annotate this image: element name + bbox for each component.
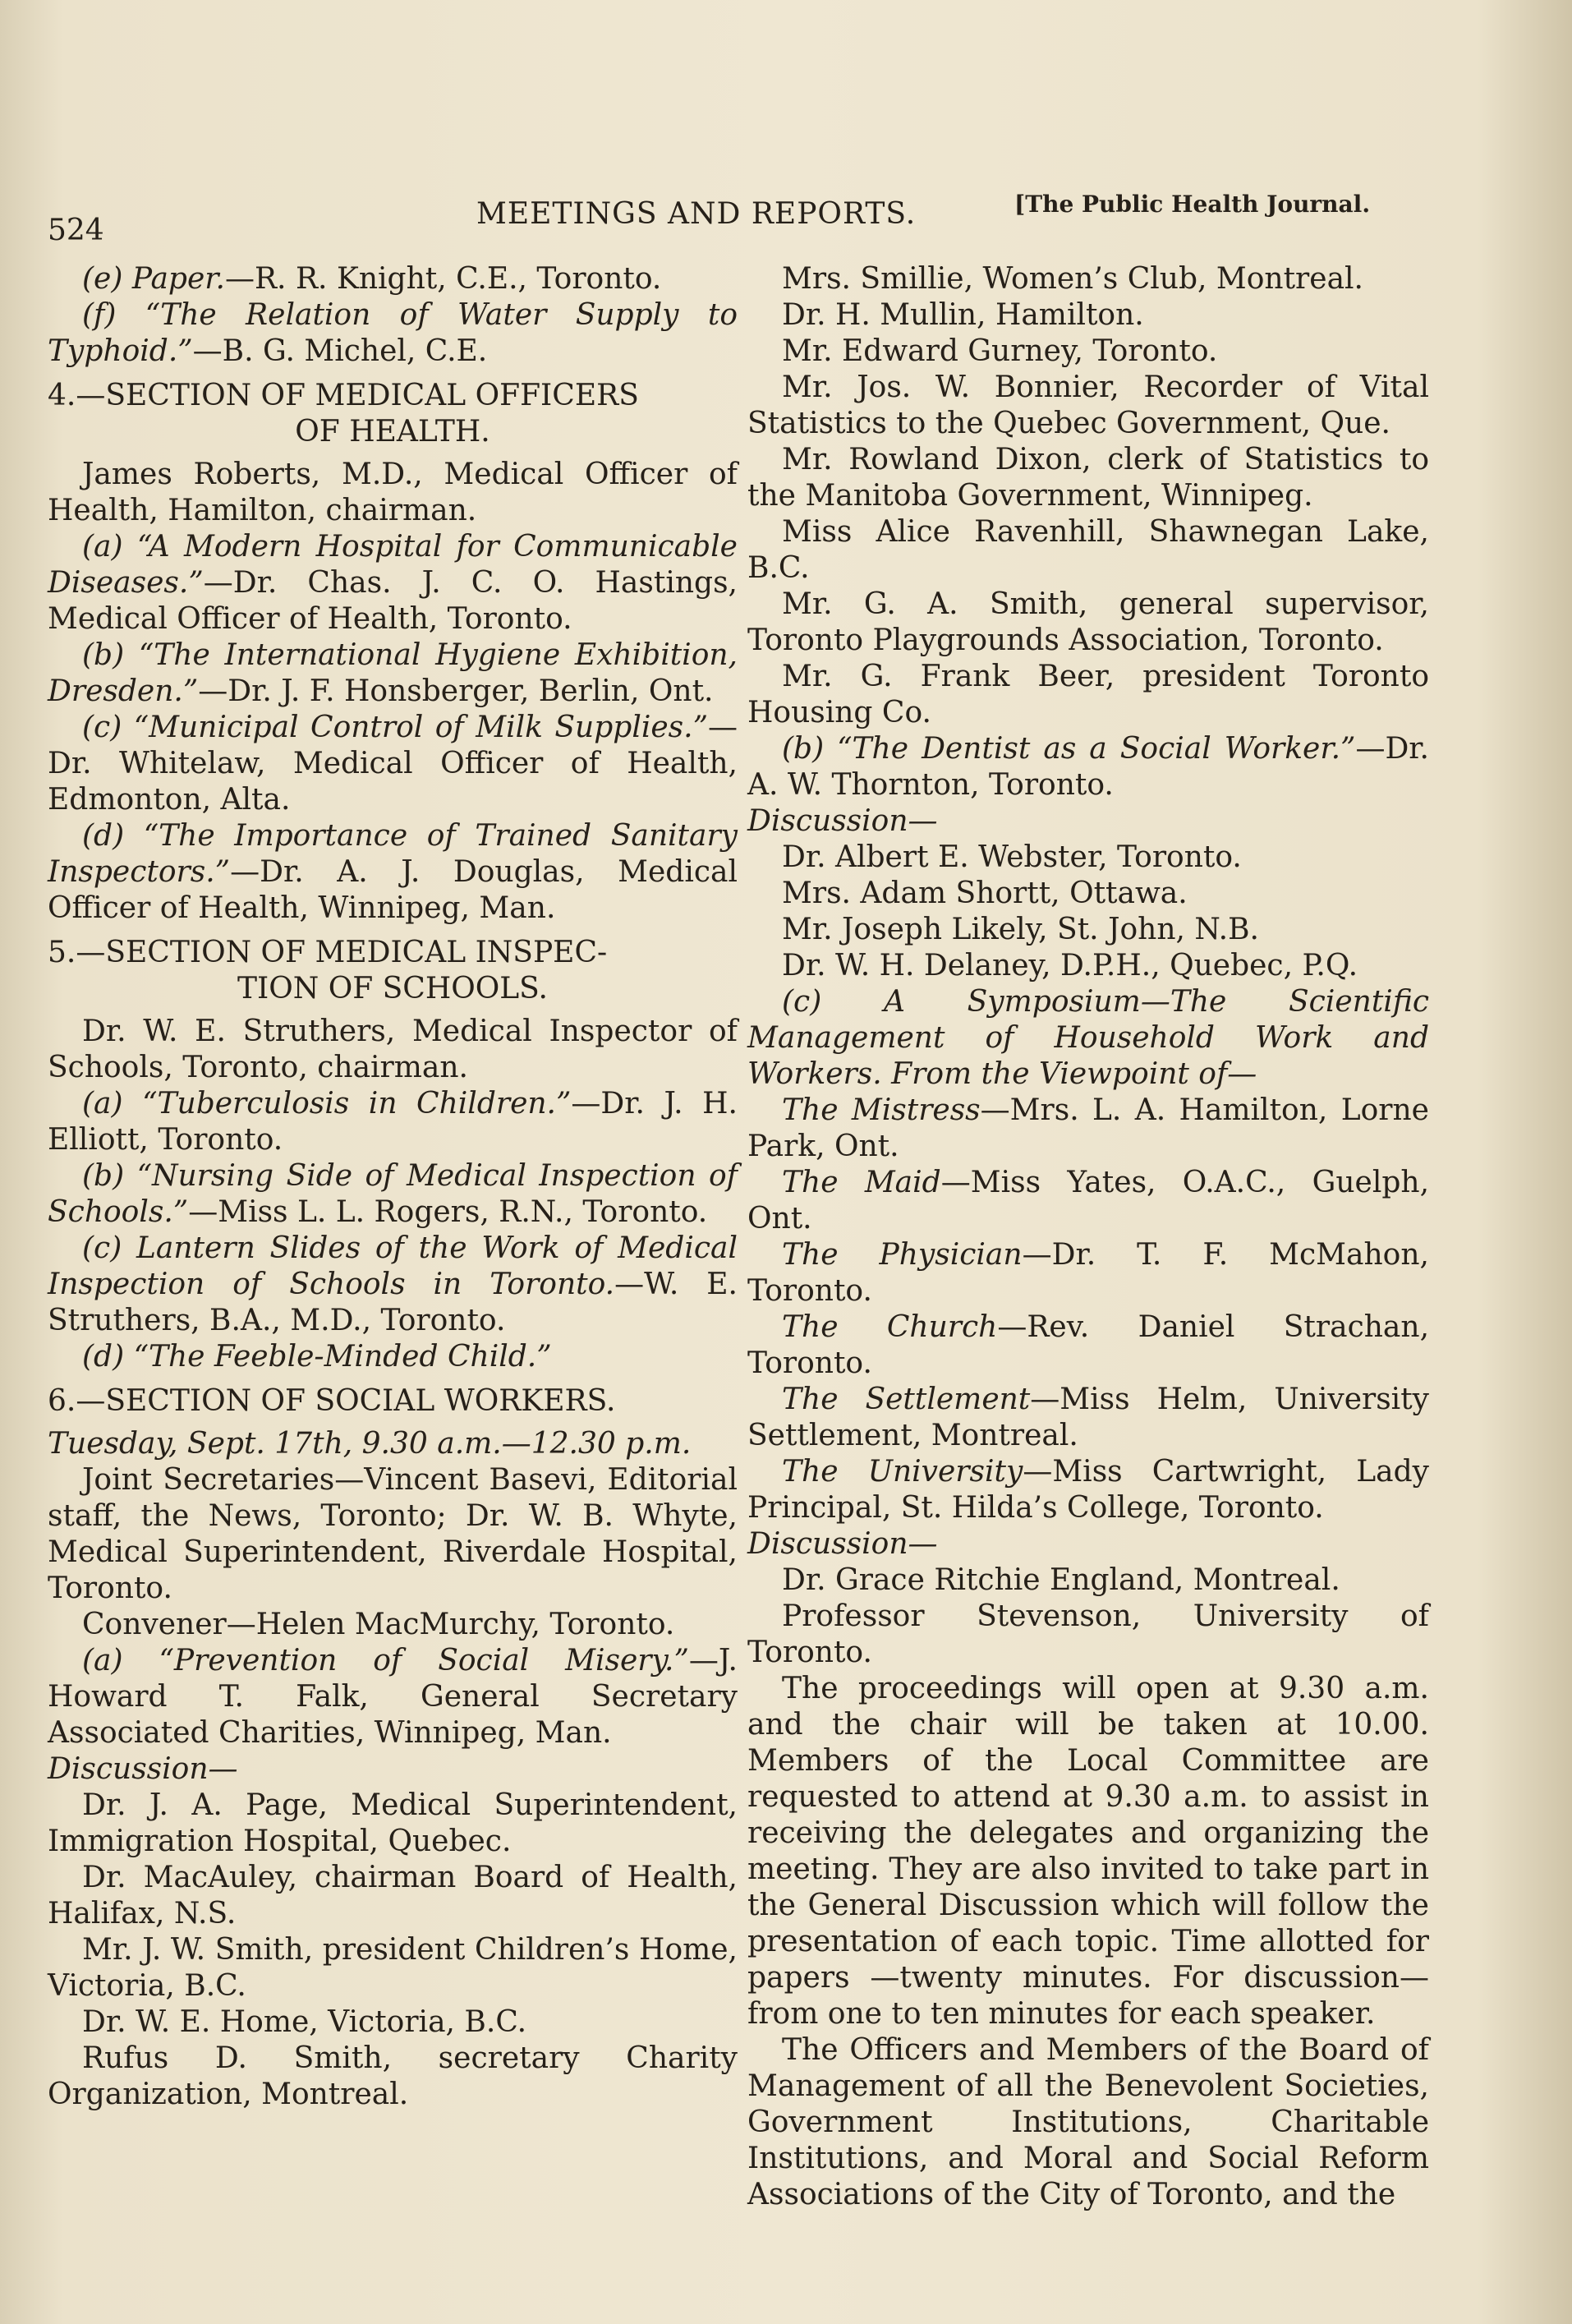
- running-header: [0, 182, 1572, 247]
- discussant: Dr. W. E. Home, Victoria, B.C.: [82, 2005, 527, 2039]
- section-6-heading: 6.—SECTION OF SOCIAL WORKERS.: [48, 1384, 616, 1418]
- section-6-date: Tuesday, Sept. 17th, 9.30 a.m.—12.30 p.m.: [48, 1427, 692, 1461]
- name-entry: Dr. Albert E. Webster, Toronto.: [782, 840, 1242, 874]
- section-5-item-d: (d) “The Feeble-Minded Child.”: [82, 1340, 552, 1374]
- name-entry: Professor Stevenson, University of Toronto.: [747, 1599, 1429, 1669]
- section-4-item-a: (a) “A Modern Hospital for Communicable Diseases.”—Dr. Chas. J. C. O. Hastings, Medical Officer of Health, Toronto.: [48, 530, 738, 636]
- item-e: (e) Paper.—R. R. Knight, C.E., Toronto.: [82, 262, 662, 296]
- viewpoint-entry: The University—Miss Cartwright, Lady Principal, St. Hilda’s College, Toronto.: [747, 1455, 1429, 1525]
- section-6-item-c: (c) A Symposium—The Scientific Management of Household Work and Workers. From the Viewpoint of—: [747, 985, 1429, 1091]
- officers-paragraph: The Officers and Members of the Board of Management of all the Benevolent Societies, Government Institutions, Charitable Institutions, and Moral and Social Reform Associations of the City of Toronto, and the: [747, 2033, 1429, 2211]
- name-entry: Mr. Joseph Likely, St. John, N.B.: [782, 913, 1259, 946]
- page-number: 524: [48, 214, 104, 247]
- left-column: [48, 261, 738, 2113]
- name-entry: Dr. W. H. Delaney, D.P.H., Quebec, P.Q.: [782, 949, 1358, 983]
- name-entry: Dr. Grace Ritchie England, Montreal.: [782, 1563, 1340, 1597]
- proceedings-paragraph: The proceedings will open at 9.30 a.m. and the chair will be taken at 10.00. Members of the Local Committee are requested to attend at 9.30 a.m. to assist in receiving the delegates and organizing the meeting. They are also invited to take part in the General Discussion which will follow the presentation of each topic. Time allotted for papers —twenty minutes. For discussion—from one to ten minutes for each speaker.: [747, 1672, 1429, 2031]
- name-entry: Miss Alice Ravenhill, Shawnegan Lake, B.C.: [747, 515, 1429, 585]
- name-entry: Mr. Edward Gurney, Toronto.: [782, 334, 1218, 368]
- section-6-item-a: (a) “Prevention of Social Misery.”—J. Howard T. Falk, General Secretary Associated Charities, Winnipeg, Man.: [48, 1644, 738, 1750]
- section-5-item-b: (b) “Nursing Side of Medical Inspection of Schools.”—Miss L. L. Rogers, R.N., Toronto.: [48, 1159, 738, 1229]
- viewpoint-entry: The Maid—Miss Yates, O.A.C., Guelph, Ont.: [747, 1166, 1430, 1236]
- section-4-heading: 4.—SECTION OF MEDICAL OFFICERS OF HEALTH.: [48, 379, 639, 449]
- section-4-item-b: (b) “The International Hygiene Exhibition, Dresden.”—Dr. J. F. Honsberger, Berlin, Ont.: [48, 638, 738, 708]
- discussion-label: Discussion—: [747, 804, 938, 838]
- section-6-item-b: (b) “The Dentist as a Social Worker.”—Dr. A. W. Thornton, Toronto.: [747, 732, 1429, 802]
- discussant: Rufus D. Smith, secretary Charity Organization, Montreal.: [48, 2041, 738, 2111]
- discussion-label: Discussion—: [747, 1527, 938, 1561]
- name-entry: Mrs. Adam Shortt, Ottawa.: [782, 877, 1188, 910]
- section-4-item-d: (d) “The Importance of Trained Sanitary Inspectors.”—Dr. A. J. Douglas, Medical Officer of Health, Winnipeg, Man.: [48, 819, 738, 925]
- name-entry: Dr. H. Mullin, Hamilton.: [782, 298, 1144, 332]
- section-6-convener: Convener—Helen MacMurchy, Toronto.: [82, 1608, 675, 1641]
- section-4-chair: James Roberts, M.D., Medical Officer of Health, Hamilton, chairman.: [48, 458, 738, 527]
- name-entry: Mr. Jos. W. Bonnier, Recorder of Vital Statistics to the Quebec Government, Que.: [747, 370, 1429, 440]
- viewpoint-entry: The Settlement—Miss Helm, University Settlement, Montreal.: [747, 1383, 1429, 1452]
- section-5-item-a: (a) “Tuberculosis in Children.”—Dr. J. H. Elliott, Toronto.: [48, 1087, 738, 1157]
- journal-name: [The Public Health Journal.: [1014, 191, 1371, 218]
- page-title: MEETINGS AND REPORTS.: [476, 197, 917, 231]
- discussant: Mr. J. W. Smith, president Children’s Home, Victoria, B.C.: [48, 1933, 738, 2003]
- section-5-heading: 5.—SECTION OF MEDICAL INSPEC- TION OF SCHOOLS.: [48, 936, 608, 1006]
- viewpoint-entry: The Mistress—Mrs. L. A. Hamilton, Lorne Park, Ont.: [747, 1093, 1429, 1163]
- name-entry: Mr. G. Frank Beer, president Toronto Housing Co.: [747, 660, 1429, 729]
- name-entry: Mr. G. A. Smith, general supervisor, Toronto Playgrounds Association, Toronto.: [747, 587, 1429, 657]
- section-4-item-c: (c) “Municipal Control of Milk Supplies.”—Dr. Whitelaw, Medical Officer of Health, Edmonton, Alta.: [48, 711, 738, 817]
- viewpoint-entry: The Physician—Dr. T. F. McMahon, Toronto.: [747, 1238, 1429, 1308]
- viewpoint-entry: The Church—Rev. Daniel Strachan, Toronto.: [747, 1310, 1430, 1380]
- right-column: [747, 261, 1429, 2213]
- discussant: Dr. J. A. Page, Medical Superintendent, Immigration Hospital, Quebec.: [48, 1788, 738, 1858]
- discussant: Dr. MacAuley, chairman Board of Health, Halifax, N.S.: [48, 1861, 738, 1931]
- section-5-item-c: (c) Lantern Slides of the Work of Medical Inspection of Schools in Toronto.—W. E. Struthers, B.A., M.D., Toronto.: [48, 1231, 738, 1337]
- discussion-label: Discussion—: [48, 1752, 238, 1786]
- name-entry: Mr. Rowland Dixon, clerk of Statistics to the Manitoba Government, Winnipeg.: [747, 443, 1429, 513]
- section-5-chair: Dr. W. E. Struthers, Medical Inspector of Schools, Toronto, chairman.: [48, 1015, 738, 1084]
- item-f: (f) “The Relation of Water Supply to Typhoid.”—B. G. Michel, C.E.: [48, 298, 738, 368]
- name-entry: Mrs. Smillie, Women’s Club, Montreal.: [782, 262, 1363, 296]
- section-6-secretaries: Joint Secretaries—Vincent Basevi, Editorial staff, the News, Toronto; Dr. W. B. Whyte, Medical Superintendent, Riverdale Hospital, Toronto.: [48, 1463, 738, 1605]
